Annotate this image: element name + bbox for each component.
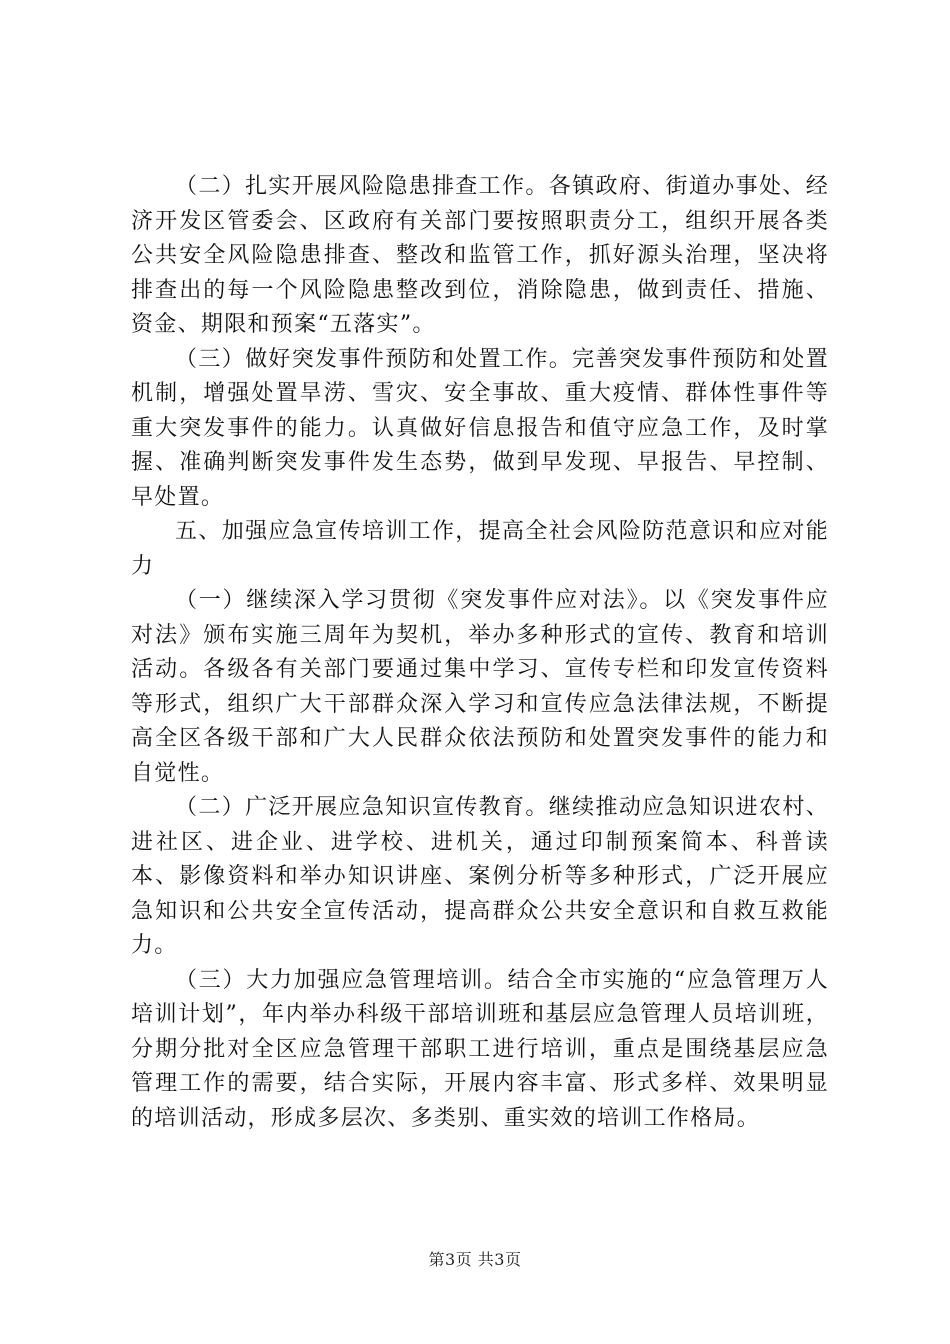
paragraph-knowledge-publicity: （二）广泛开展应急知识宣传教育。继续推动应急知识进农村、进社区、进企业、进学校、进机关，通过印制预案简本、科普读本、影像资料和举办知识讲座、案例分析等多种形式，广泛开展应急知识和公共安全宣传活动，提高群众公共安全意识和自救互救能力。	[131, 795, 829, 958]
paragraph-emergency-law-study: （一）继续深入学习贯彻《突发事件应对法》。以《突发事件应对法》颁布实施三周年为契机，举办多种形式的宣传、教育和培训活动。各级各有关部门要通过集中学习、宣传专栏和印发宣传资料等形式，组织广大干部群众深入学习和宣传应急法律法规，不断提高全区各级干部和广大人民群众依法预防和处置突发事件的能力和自觉性。	[131, 588, 829, 786]
paragraph-risk-inspection: （二）扎实开展风险隐患排查工作。各镇政府、街道办事处、经济开发区管委会、区政府有关部门要按照职责分工，组织开展各类公共安全风险隐患排查、整改和监管工作，抓好源头治理，坚决将排查出的每一个风险隐患整改到位，消除隐患，做到责任、措施、资金、期限和预案“五落实”。	[131, 174, 829, 337]
document-body	[131, 170, 829, 1136]
page-number-footer: 第3页 共3页	[428, 1250, 522, 1269]
paragraph-management-training: （三）大力加强应急管理培训。结合全市实施的“应急管理万人培训计划”，年内举办科级干部培训班和基层应急管理人员培训班，分期分批对全区应急管理干部职工进行培训，重点是围绕基层应急管理工作的需要，结合实际，开展内容丰富、形式多样、效果明显的培训活动，形成多层次、多类别、重实效的培训工作格局。	[131, 967, 829, 1131]
paragraph-emergency-prevention: （三）做好突发事件预防和处置工作。完善突发事件预防和处置机制，增强处置旱涝、雪灾、安全事故、重大疫情、群体性事件等重大突发事件的能力。认真做好信息报告和值守应急工作，及时掌握、准确判断突发事件发生态势，做到早发现、早报告、早控制、早处置。	[131, 346, 829, 510]
section-heading-publicity-training: 五、加强应急宣传培训工作，提高全社会风险防范意识和应对能力	[131, 519, 829, 579]
